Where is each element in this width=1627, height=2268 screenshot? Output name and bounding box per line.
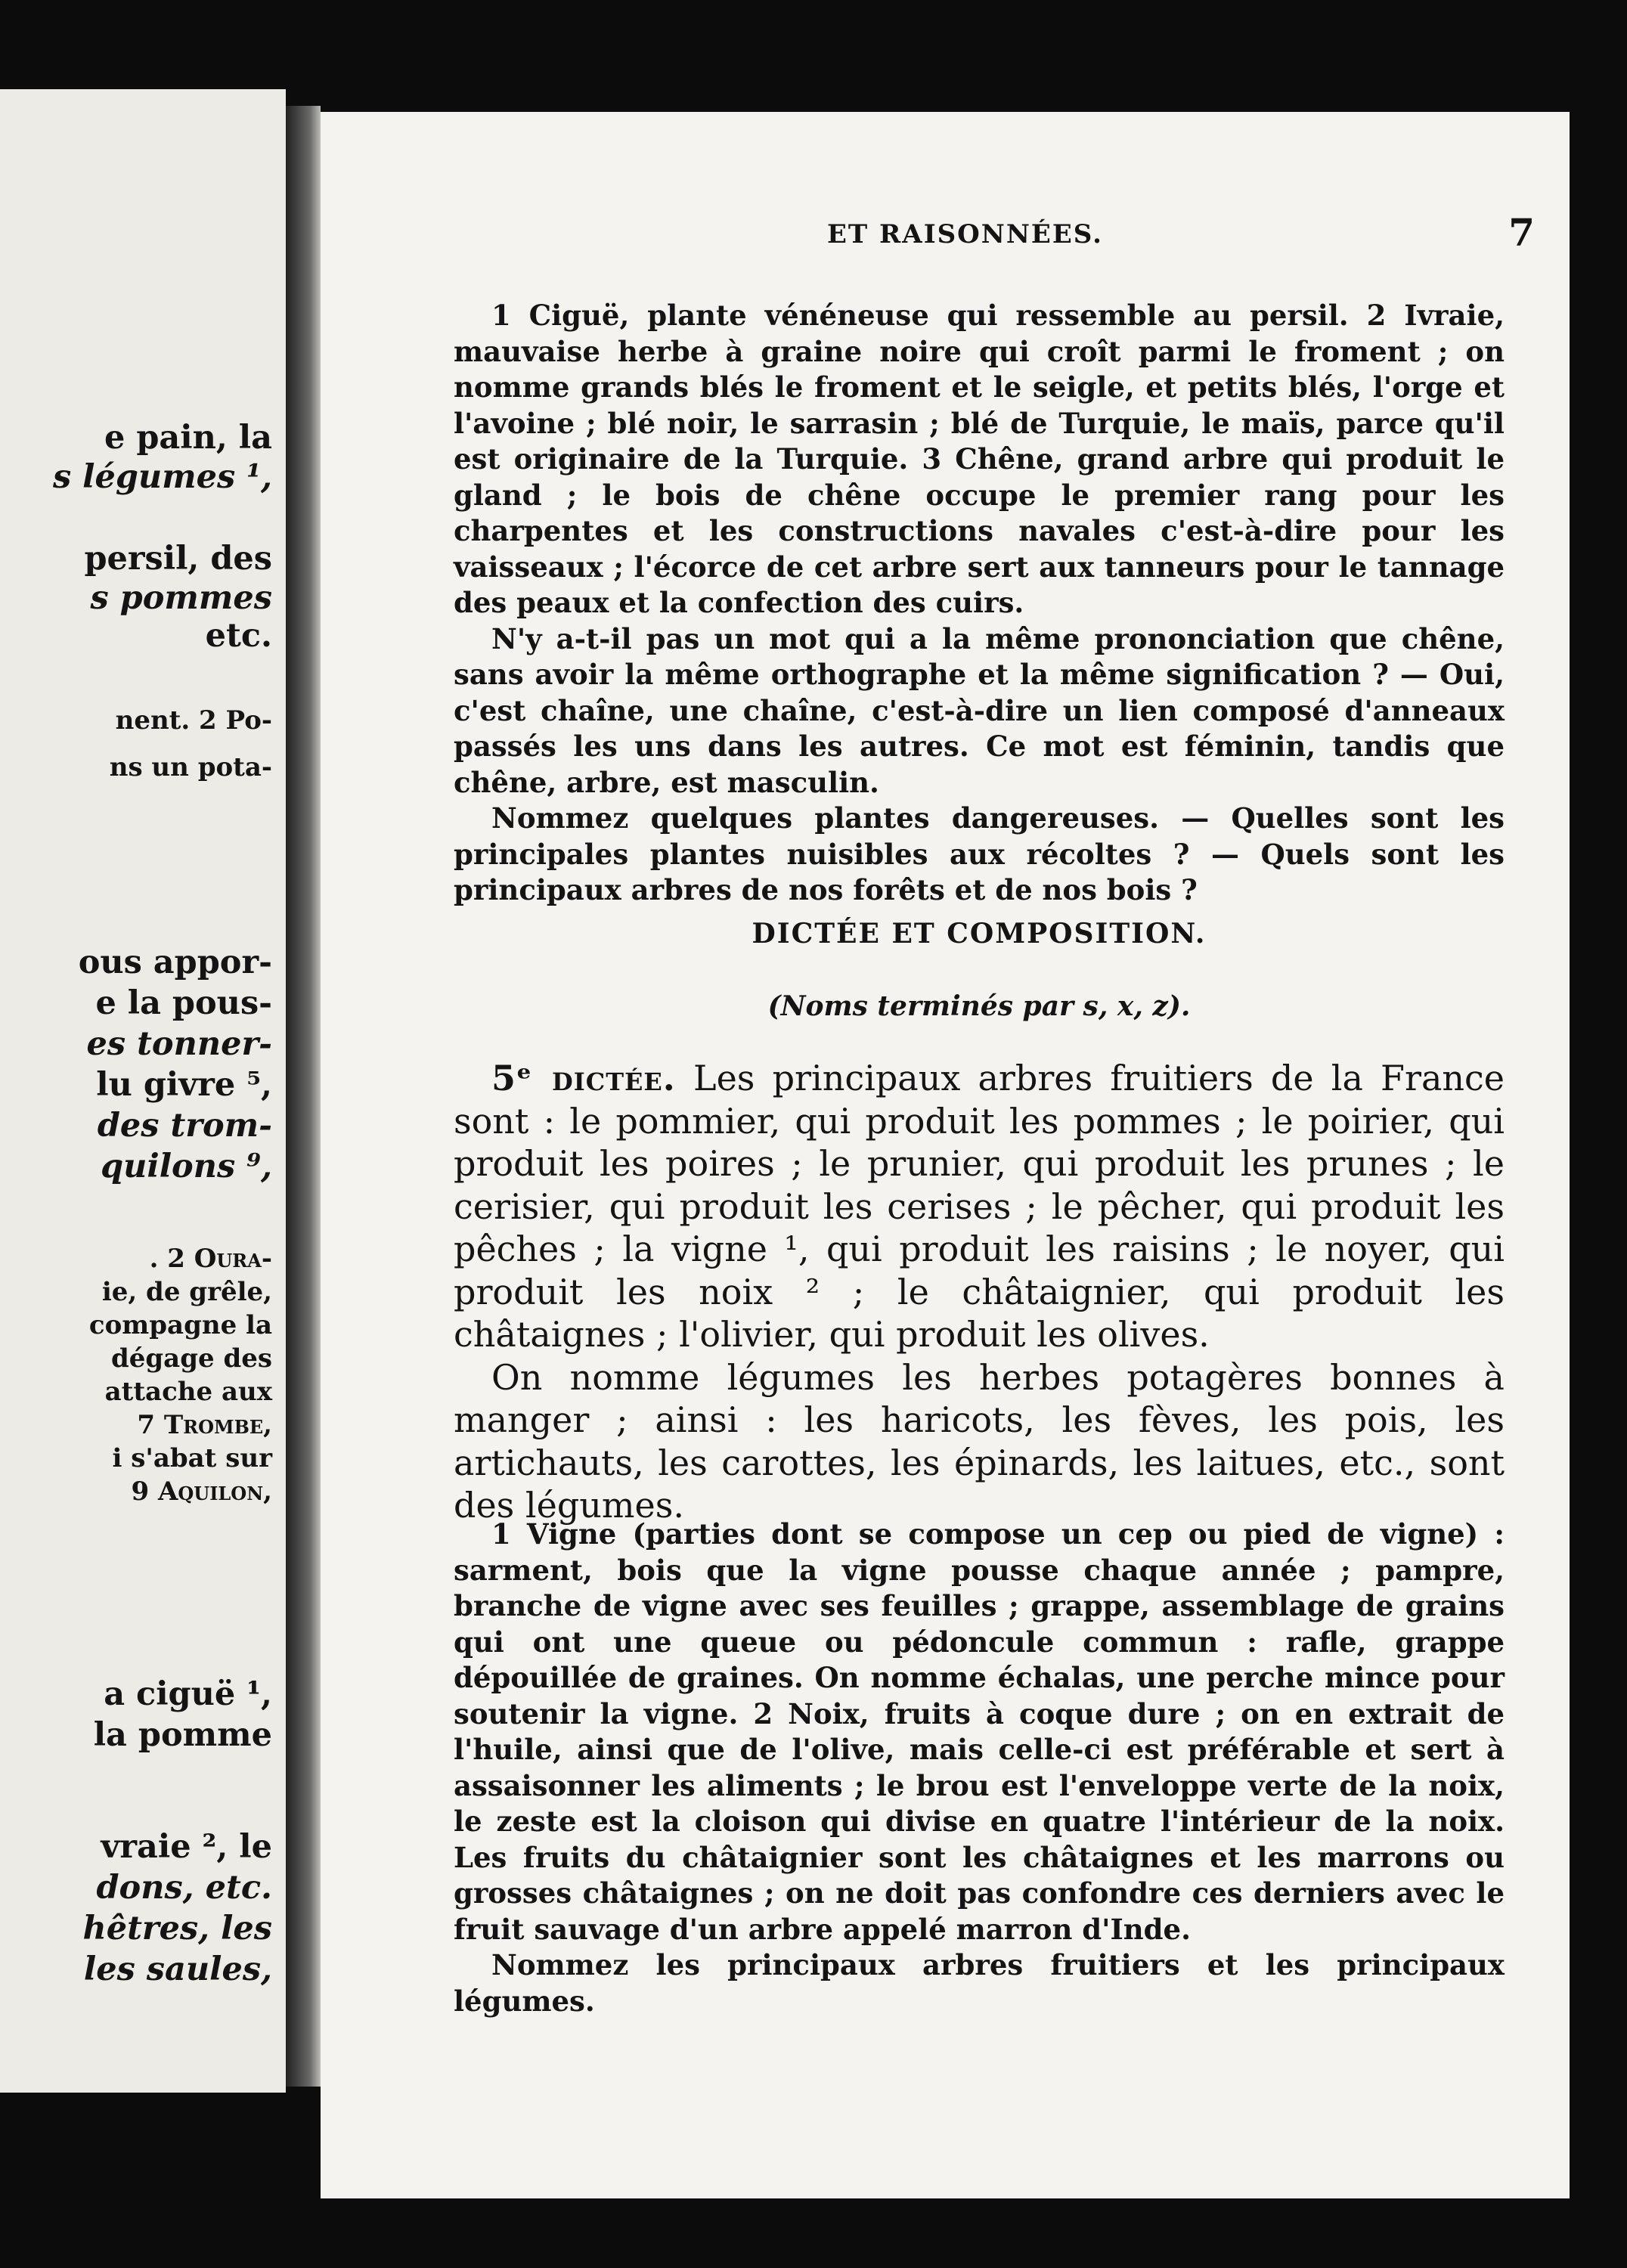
left-page-line: s pommes — [90, 579, 272, 617]
dictee-paragraph-2: On nomme légumes les herbes potagères bonnes à manger ; ainsi : les haricots, les fèves, les pois, les artichauts, les carottes, les épinards, les laitues, etc., sont des légumes. — [454, 1356, 1505, 1526]
left-page-line: etc. — [205, 617, 272, 655]
left-page-line: dégage des — [111, 1343, 272, 1374]
left-page-line: es tonner- — [86, 1025, 272, 1063]
left-page-line: 9 Aquilon, — [131, 1476, 272, 1507]
left-page-line: i s'abat sur — [112, 1443, 272, 1473]
left-page-line: persil, des — [84, 540, 272, 578]
left-page-line: dons, etc. — [96, 1869, 272, 1907]
footnote-paragraph: 1 Ciguë, plante vénéneuse qui ressemble au persil. 2 Ivraie, mauvaise herbe à graine noire qui croît parmi le froment ; on nomme grands blés le froment et le seigle, et petits blés, l'orge et l'avoine ; blé noir, le sarrasin ; blé de Turquie, le maïs, parce qu'il est originaire de la Turquie. 3 Chêne, grand arbre qui produit le gland ; le bois de chêne occupe le premier rang pour les charpentes et les constructions navales c'est-à-dire pour les vaisseaux ; l'écorce de cet arbre sert aux tanneurs pour le tannage des peaux et la confection des cuirs. — [454, 299, 1505, 619]
left-page-line: a ciguë ¹, — [104, 1675, 272, 1713]
left-page-line: e pain, la — [104, 419, 272, 457]
question-paragraph: Nommez les principaux arbres fruitiers et les principaux légumes. — [454, 1948, 1505, 2018]
left-page-line: nent. 2 Po- — [115, 705, 272, 736]
page-number: 7 — [1508, 210, 1535, 255]
running-title: ET RAISONNÉES. — [827, 219, 1103, 249]
book-gutter — [286, 106, 321, 2087]
left-page-line: e la pous- — [95, 984, 272, 1022]
left-page-line: . 2 Oura- — [149, 1244, 272, 1274]
page-header — [321, 210, 1570, 256]
section-heading: DICTÉE ET COMPOSITION. — [752, 918, 1207, 950]
section-subheading: (Noms terminés par s, x, z). — [767, 990, 1191, 1022]
dictee-paragraph — [454, 1057, 1505, 1356]
left-page-line: compagne la — [88, 1310, 272, 1340]
left-page-line: hêtres, les — [82, 1910, 272, 1947]
question-paragraph: Nommez quelques plantes dangereuses. — Quelles sont les principales plantes nuisibles aux récoltes ? — Quels sont les principaux arbres de nos forêts et de nos bois ? — [454, 801, 1505, 906]
book-page — [321, 112, 1570, 2198]
dictee-text — [454, 1057, 1505, 1527]
left-page-line: attache aux — [104, 1377, 272, 1407]
dictee-paragraph-1: Les principaux arbres fruitiers de la France sont : le pommier, qui produit les pommes ; le poirier, qui produit les poires ; le prunier, qui produit les prunes ; le cerisier, qui produit les cerises ; le pêcher, qui produit les pêches ; la vigne ¹, qui produit les raisins ; le noyer, qui produit les noix ² ; le châtaignier, qui produit les châtaignes ; l'olivier, qui produit les olives. — [454, 1058, 1505, 1355]
left-page-line: ous appor- — [78, 943, 272, 981]
footnotes-bottom — [454, 1517, 1505, 2019]
left-page-line: s légumes ¹, — [52, 458, 272, 496]
left-page-line: la pomme — [93, 1716, 272, 1754]
footnotes-top — [454, 298, 1505, 909]
footnote-paragraph: 1 Vigne (parties dont se compose un cep ou pied de vigne) : sarment, bois que la vigne pousse chaque année ; pampre, branche de vigne avec ses feuilles ; grappe, assemblage de grains qui ont une queue ou pédoncule commun : rafle, grappe dépouillée de graines. On nomme échalas, une perche mince pour soutenir la vigne. 2 Noix, fruits à coque dure ; on en extrait de l'huile, ainsi que de l'olive, mais celle-ci est préférable et sert à assaisonner les aliments ; le brou est l'enveloppe verte de la noix, le zeste est la cloison qui divise en quatre l'intérieur de la noix. Les fruits du châtaignier sont les châtaignes et les marrons ou grosses châtaignes ; on ne doit pas confondre ces derniers avec le fruit sauvage d'un arbre appelé marron d'Inde. — [454, 1517, 1505, 1946]
left-page-line: 7 Trombe, — [137, 1410, 272, 1440]
left-page-line: les saules, — [83, 1950, 272, 1988]
left-page-line: des trom- — [97, 1107, 272, 1145]
dictee-label: 5ᵉ dictée. — [491, 1058, 676, 1098]
left-page-line: lu givre ⁵, — [96, 1066, 272, 1104]
left-page-line: vraie ², le — [101, 1828, 272, 1866]
left-page-line: ns un pota- — [109, 752, 272, 782]
left-page-line: ie, de grêle, — [101, 1277, 272, 1307]
question-paragraph: N'y a-t-il pas un mot qui a la même prononciation que chêne, sans avoir la même orthographe et la même signification ? — Oui, c'est chaîne, une chaîne, c'est-à-dire un lien composé d'anneaux passés les uns dans les autres. Ce mot est féminin, tandis que chêne, arbre, est masculin. — [454, 621, 1505, 799]
left-page-fragment — [0, 89, 286, 2093]
left-page-line: quilons ⁹, — [101, 1148, 272, 1185]
